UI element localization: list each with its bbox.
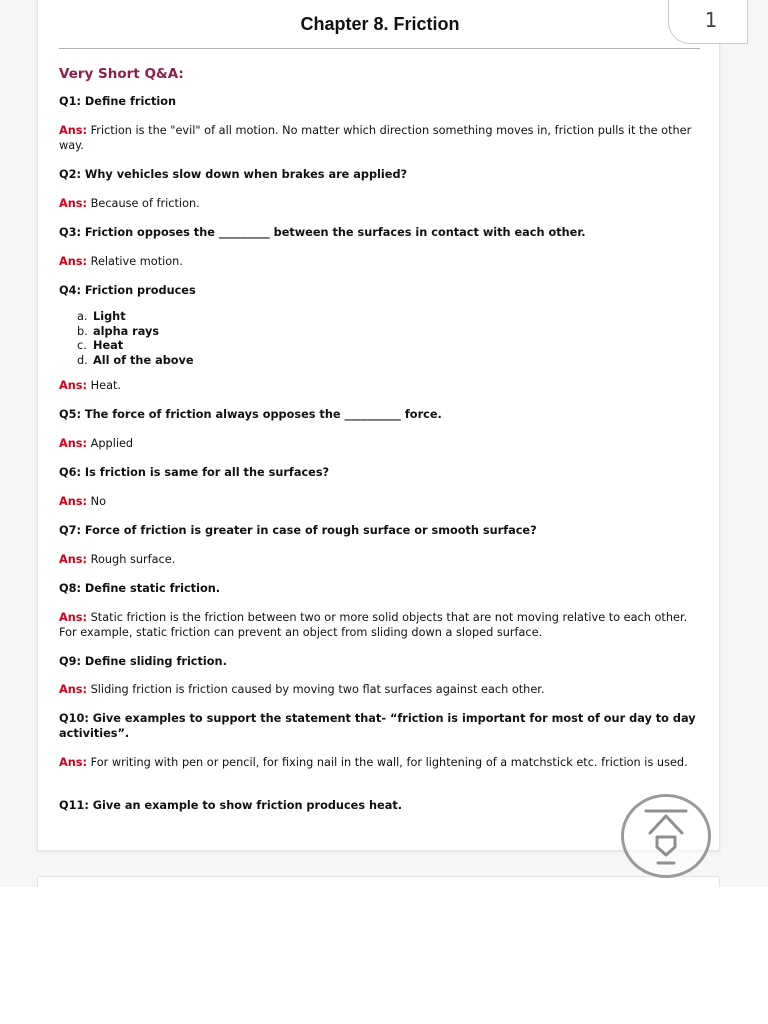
option-d: d. All of the above bbox=[77, 353, 194, 367]
question-1: Q1: Define friction bbox=[59, 95, 177, 108]
answer-label: Ans: bbox=[59, 683, 88, 696]
answer-text: Rough surface. bbox=[90, 553, 176, 566]
answer-text: For writing with pen or pencil, for fixing nail in the wall, for lightening of a matchstick etc. friction is used. bbox=[90, 756, 688, 769]
answer-label: Ans: bbox=[59, 495, 88, 508]
section-heading: Very Short Q&A: bbox=[59, 66, 184, 82]
answer-options bbox=[77, 310, 377, 368]
arrow-up-to-top-icon bbox=[624, 797, 708, 875]
page-number-indicator: 1 bbox=[668, 0, 748, 44]
answer-label: Ans: bbox=[59, 255, 88, 268]
answer-label: Ans: bbox=[59, 756, 88, 769]
answer-text: Friction is the "evil" of all motion. No matter which direction something moves in, friction pulls it the other way. bbox=[59, 124, 692, 152]
question-7: Q7: Force of friction is greater in case of rough surface or smooth surface? bbox=[59, 524, 537, 537]
answer-label: Ans: bbox=[59, 124, 88, 137]
next-page-edge bbox=[37, 876, 720, 887]
document-title: Chapter 8. Friction bbox=[300, 14, 460, 34]
answer-text: No bbox=[90, 495, 106, 508]
question-6: Q6: Is friction is same for all the surfaces? bbox=[59, 466, 330, 479]
answer-text: Sliding friction is friction caused by moving two flat surfaces against each other. bbox=[90, 683, 545, 696]
question-9: Q9: Define sliding friction. bbox=[59, 655, 227, 668]
question-3: Q3: Friction opposes the _________ between the surfaces in contact with each other. bbox=[59, 226, 586, 239]
answer-label: Ans: bbox=[59, 437, 88, 450]
answer-label: Ans: bbox=[59, 379, 88, 392]
question-8: Q8: Define static friction. bbox=[59, 582, 221, 595]
answer-text: Relative motion. bbox=[90, 255, 183, 268]
option-b: b. alpha rays bbox=[77, 324, 160, 338]
title-divider bbox=[59, 48, 700, 49]
answer-1 bbox=[59, 124, 705, 153]
answer-5 bbox=[59, 437, 705, 452]
answer-text: Because of friction. bbox=[90, 197, 200, 210]
option-a: a. Light bbox=[77, 310, 126, 323]
option-c: c. Heat bbox=[77, 339, 124, 352]
scroll-to-top-button[interactable] bbox=[621, 794, 711, 878]
answer-7 bbox=[59, 553, 705, 568]
answer-label: Ans: bbox=[59, 553, 88, 566]
answer-2 bbox=[59, 197, 705, 212]
question-2: Q2: Why vehicles slow down when brakes are applied? bbox=[59, 168, 408, 181]
answer-8 bbox=[59, 611, 705, 640]
question-5: Q5: The force of friction always opposes the __________ force. bbox=[59, 408, 442, 421]
answer-label: Ans: bbox=[59, 197, 88, 210]
answer-9 bbox=[59, 683, 705, 698]
question-11: Q11: Give an example to show friction produces heat. bbox=[59, 799, 403, 812]
answer-10 bbox=[59, 756, 705, 771]
answer-3 bbox=[59, 255, 705, 270]
answer-4 bbox=[59, 379, 705, 394]
answer-text: Applied bbox=[90, 437, 134, 450]
question-4: Q4: Friction produces bbox=[59, 284, 196, 297]
answer-text: Heat. bbox=[90, 379, 122, 392]
answer-label: Ans: bbox=[59, 611, 88, 624]
question-10: Q10: Give examples to support the statement that- “friction is important for most of our day to day activities”. bbox=[59, 712, 696, 740]
answer-text: Static friction is the friction between two or more solid objects that are not moving relative to each other. For example, static friction can prevent an object from sliding down a sloped surface. bbox=[59, 611, 688, 639]
answer-6 bbox=[59, 495, 705, 510]
